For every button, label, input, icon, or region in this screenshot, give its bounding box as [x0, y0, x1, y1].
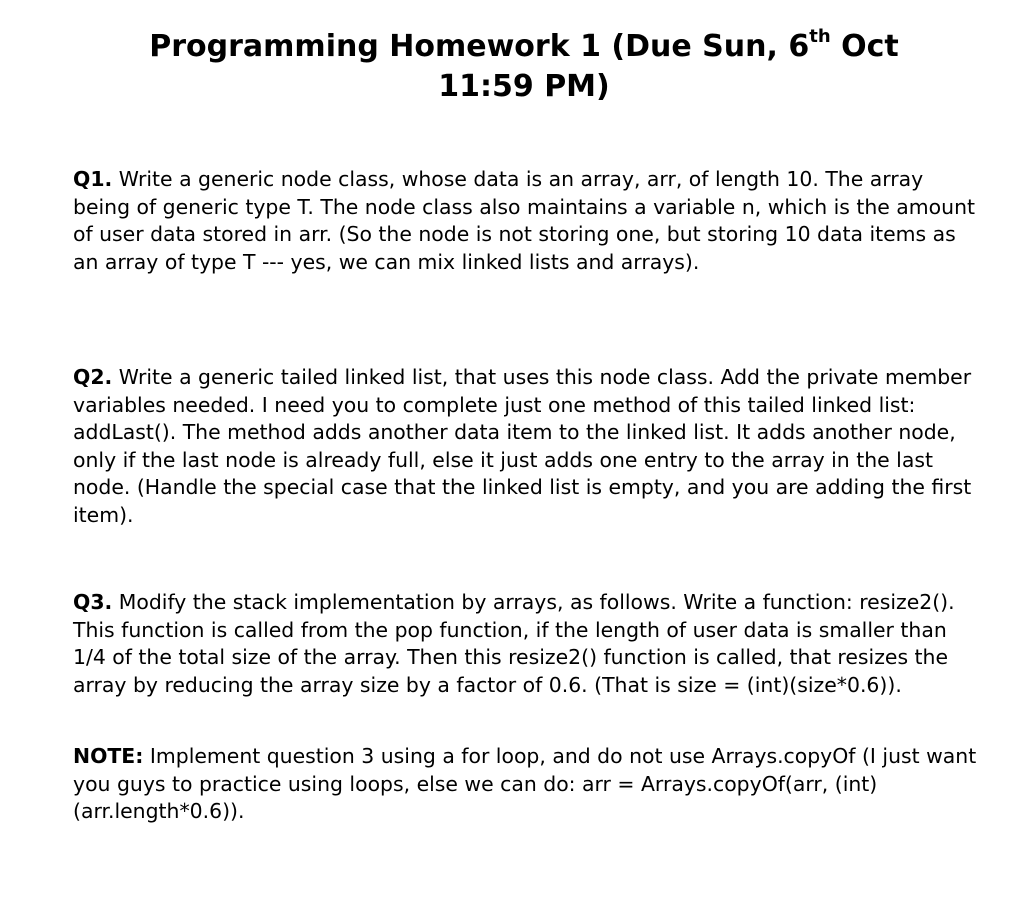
note-label: NOTE: [73, 744, 144, 768]
question-1-label: Q1. [73, 167, 113, 191]
question-2-text: Write a generic tailed linked list, that uses this node class. Add the private member variables needed. I need you to complete just one method of this tailed linked list: addLast(). The method adds another data item to the linked list. It adds another node, only if the last node is already full, else it just adds one entry to the array in the last node. (Handle the special case that the linked list is empty, and you are adding the first item). [73, 365, 972, 527]
question-2-label: Q2. [73, 365, 113, 389]
note-text: Implement question 3 using a for loop, and do not use Arrays.copyOf (I just want you guys to practice using loops, else we can do: arr = Arrays.copyOf(arr, (int)(arr.length*0.6)). [73, 744, 977, 824]
title-line1-month: Oct [830, 29, 899, 64]
ordinal-suffix: th [809, 26, 831, 47]
page-title [100, 27, 948, 107]
question-1 [73, 166, 983, 276]
question-2 [73, 364, 983, 530]
question-3-label: Q3. [73, 590, 113, 614]
title-line2-time: 11:59 PM) [438, 69, 610, 104]
title-line1-text: Programming Homework 1 (Due Sun, 6 [149, 29, 810, 64]
note-paragraph [73, 743, 983, 826]
question-3 [73, 589, 983, 699]
question-1-text: Write a generic node class, whose data is an array, arr, of length 10. The array being of generic type T. The node class also maintains a variable n, which is the amount of user data stored in arr. (So the node is not storing one, but storing 10 data items as an array of type T --- yes, we can mix linked lists and arrays). [73, 167, 975, 274]
question-3-text: Modify the stack implementation by arrays, as follows. Write a function: resize2(). This function is called from the pop function, if the length of user data is smaller than 1/4 of the total size of the array. Then this resize2() function is called, that resizes the array by reducing the array size by a factor of 0.6. (That is size = (int)(size*0.6)). [73, 590, 955, 697]
